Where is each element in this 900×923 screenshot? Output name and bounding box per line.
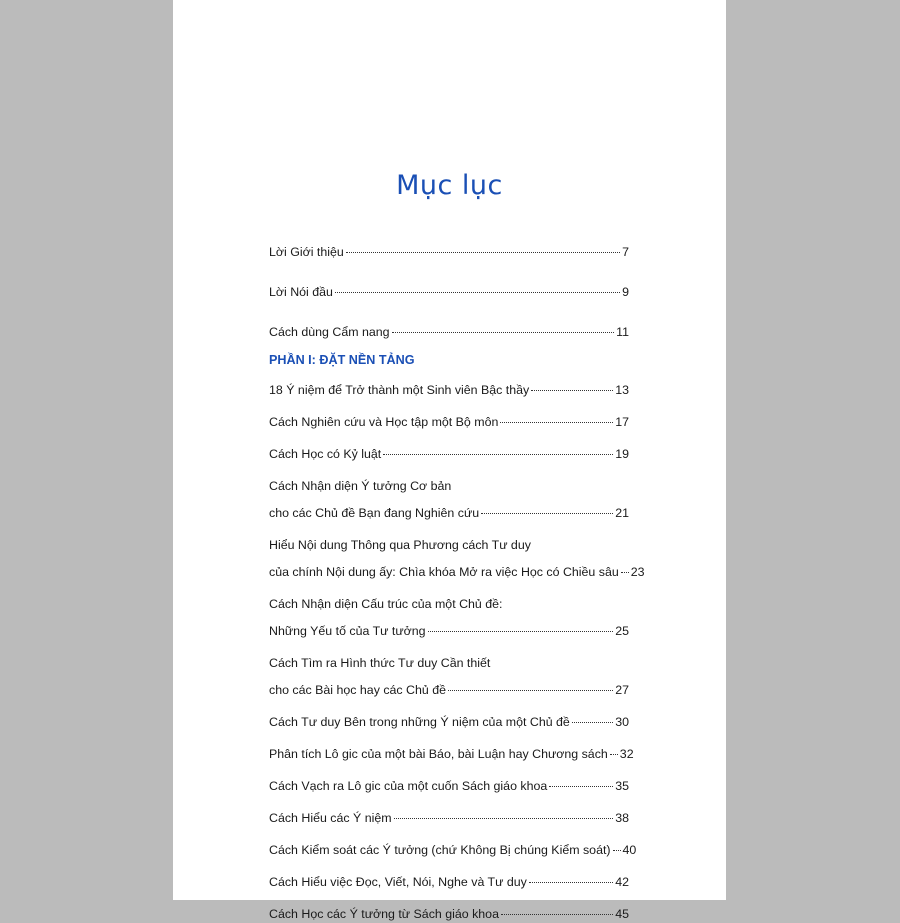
toc-entry-row xyxy=(269,413,629,431)
toc-entry xyxy=(269,283,629,301)
dot-leader xyxy=(481,513,613,514)
toc-entry xyxy=(269,905,629,923)
toc-entry xyxy=(269,445,629,463)
toc-entry xyxy=(269,873,629,891)
dot-leader xyxy=(529,882,613,883)
toc-entry xyxy=(269,654,629,699)
toc-entry-title: Cách Nghiên cứu và Học tập một Bộ môn xyxy=(269,415,499,429)
toc-entry-row xyxy=(269,713,629,731)
toc-entry xyxy=(269,777,629,795)
toc-entry xyxy=(269,713,629,731)
dot-leader xyxy=(572,722,613,723)
toc-entry-row xyxy=(269,905,629,923)
toc-page-number: 38 xyxy=(615,811,629,825)
dot-leader xyxy=(531,390,613,391)
dot-leader xyxy=(346,252,620,253)
toc-entry xyxy=(269,841,637,859)
toc-entry-title: Cách Tìm ra Hình thức Tư duy Cần thiết xyxy=(269,656,491,670)
dot-leader xyxy=(610,754,618,755)
toc-page-number: 27 xyxy=(615,683,629,697)
dot-leader xyxy=(392,332,615,333)
toc-entry-title: Lời Giới thiệu xyxy=(269,245,344,259)
toc-entry-row xyxy=(269,809,629,827)
toc-entry xyxy=(269,809,629,827)
toc-entry-row xyxy=(269,777,629,795)
toc-entry-title: Cách Học có Kỷ luật xyxy=(269,447,382,461)
dot-leader xyxy=(500,422,613,423)
dot-leader xyxy=(501,914,613,915)
toc-page-number: 45 xyxy=(615,907,629,921)
toc-entry-row xyxy=(269,622,629,640)
toc-page-number: 11 xyxy=(616,325,629,339)
toc-entry-row xyxy=(269,445,629,463)
toc-entry-title: Cách Tư duy Bên trong những Ý niệm của một Chủ đề xyxy=(269,715,570,729)
toc-entry-row xyxy=(269,381,629,399)
toc-entry-title: Phân tích Lô gic của một bài Báo, bài Luận hay Chương sách xyxy=(269,747,608,761)
toc-page-number: 32 xyxy=(619,747,634,761)
toc-page-number: 23 xyxy=(630,565,645,579)
toc-entry xyxy=(269,381,629,399)
toc-entry-title: Cách dùng Cẩm nang xyxy=(269,325,390,339)
toc-entry-row xyxy=(269,563,645,581)
toc-entry-title: cho các Chủ đề Bạn đang Nghiên cứu xyxy=(269,506,480,520)
toc-entry-title: Những Yếu tố của Tư tưởng xyxy=(269,624,426,638)
dot-leader xyxy=(621,572,629,573)
toc-page-number: 30 xyxy=(615,715,629,729)
toc-entry xyxy=(269,745,634,763)
toc-entry xyxy=(269,536,645,581)
toc-entry-title: Lời Nói đầu xyxy=(269,285,333,299)
toc-page-number: 7 xyxy=(622,245,629,259)
dot-leader xyxy=(549,786,613,787)
toc-section-heading: PHẦN I: ĐẶT NỀN TẢNG xyxy=(269,353,415,367)
toc-entry-title: của chính Nội dung ấy: Chìa khóa Mở ra việc Học có Chiều sâu xyxy=(269,565,619,579)
toc-page-number: 9 xyxy=(622,285,629,299)
toc-entry-title: Cách Vạch ra Lô gic của một cuốn Sách giáo khoa xyxy=(269,779,548,793)
dot-leader xyxy=(613,850,621,851)
toc-entry-title: cho các Bài học hay các Chủ đề xyxy=(269,683,447,697)
toc-entry-title: Cách Nhận diện Ý tưởng Cơ bản xyxy=(269,479,452,493)
toc-entry xyxy=(269,243,629,261)
toc-entry-row xyxy=(269,841,637,859)
dot-leader xyxy=(394,818,614,819)
toc-entry-row xyxy=(269,243,629,261)
toc-entry xyxy=(269,413,629,431)
toc-entry-title: Cách Hiểu các Ý niệm xyxy=(269,811,392,825)
toc-entry-title: 18 Ý niệm để Trở thành một Sinh viên Bậc thầy xyxy=(269,383,530,397)
toc-page-number: 35 xyxy=(615,779,629,793)
toc-entry-title: Hiểu Nội dung Thông qua Phương cách Tư duy xyxy=(269,538,531,552)
toc-entry-row xyxy=(269,745,634,763)
toc-entry-row xyxy=(269,323,629,341)
dot-leader xyxy=(448,690,613,691)
toc-page-number: 19 xyxy=(615,447,629,461)
toc-page-number: 13 xyxy=(615,383,629,397)
page-title: Mục lục xyxy=(396,170,503,201)
book-page xyxy=(173,0,726,921)
toc-entry xyxy=(269,595,629,640)
toc-entry-title: Cách Kiểm soát các Ý tưởng (chứ Không Bị chúng Kiểm soát) xyxy=(269,843,611,857)
toc-page-number: 25 xyxy=(615,624,629,638)
toc-entry-row xyxy=(269,283,629,301)
toc-entry-title: Cách Hiểu việc Đọc, Viết, Nói, Nghe và Tư duy xyxy=(269,875,527,889)
dot-leader xyxy=(428,631,614,632)
table-of-contents xyxy=(269,229,645,923)
toc-entry xyxy=(269,323,629,341)
toc-page-number: 42 xyxy=(615,875,629,889)
toc-page-number: 21 xyxy=(615,506,629,520)
dot-leader xyxy=(383,454,613,455)
toc-page-number: 17 xyxy=(615,415,629,429)
toc-entry-title: Cách Nhận diện Cấu trúc của một Chủ đề: xyxy=(269,597,503,611)
dot-leader xyxy=(335,292,620,293)
toc-entry-row xyxy=(269,873,629,891)
toc-entry xyxy=(269,477,629,522)
toc-entry-row xyxy=(269,504,629,522)
toc-entry-row xyxy=(269,681,629,699)
toc-page-number: 40 xyxy=(622,843,637,857)
toc-entry-title: Cách Học các Ý tưởng từ Sách giáo khoa xyxy=(269,907,499,921)
